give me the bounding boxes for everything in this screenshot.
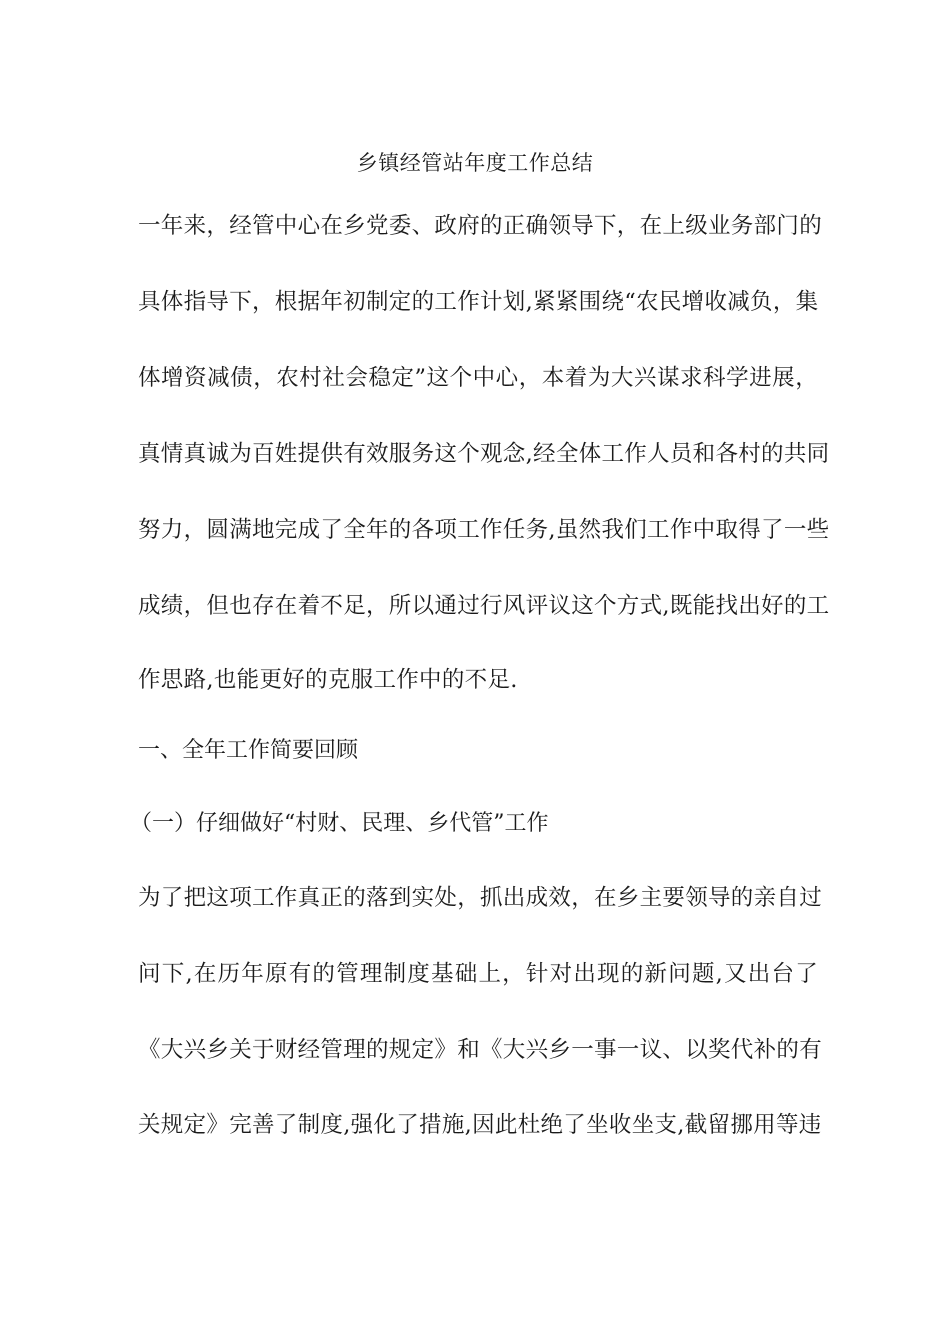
section-heading: 一、全年工作简要回顾 (138, 738, 359, 763)
paragraph-line: 真情真诚为百姓提供有效服务这个观念,经全体工作人员和各村的共同 (138, 441, 830, 467)
paragraph-line: 《大兴乡关于财经管理的规定》和《大兴乡一事一议、以奖代补的有 (138, 1037, 823, 1063)
paragraph-line: 作思路,也能更好的克服工作中的不足. (138, 667, 518, 693)
paragraph-line: 关规定》完善了制度,强化了措施,因此杜绝了坐收坐支,截留挪用等违 (138, 1112, 822, 1138)
paragraph-line: 体增资减债，农村社会稳定”这个中心，本着为大兴谋求科学进展， (138, 365, 818, 391)
paragraph-line: 为了把这项工作真正的落到实处，抓出成效，在乡主要领导的亲自过 (138, 885, 823, 911)
document-title: 乡镇经管站年度工作总结 (356, 151, 594, 175)
paragraph-line: 具体指导下，根据年初制定的工作计划,紧紧围绕“农民增收减负，集 (138, 289, 819, 315)
paragraph-line: 成绩，但也存在着不足，所以通过行风评议这个方式,既能找出好的工 (138, 593, 830, 619)
subsection-heading: （一）仔细做好“村财、民理、乡代管”工作 (130, 811, 549, 836)
paragraph-line: 一年来，经管中心在乡党委、政府的正确领导下，在上级业务部门的 (138, 213, 823, 239)
paragraph-line: 问下,在历年原有的管理制度基础上，针对出现的新问题,又出台了 (138, 961, 818, 987)
paragraph-line: 努力，圆满地完成了全年的各项工作任务,虽然我们工作中取得了一些 (138, 517, 830, 543)
